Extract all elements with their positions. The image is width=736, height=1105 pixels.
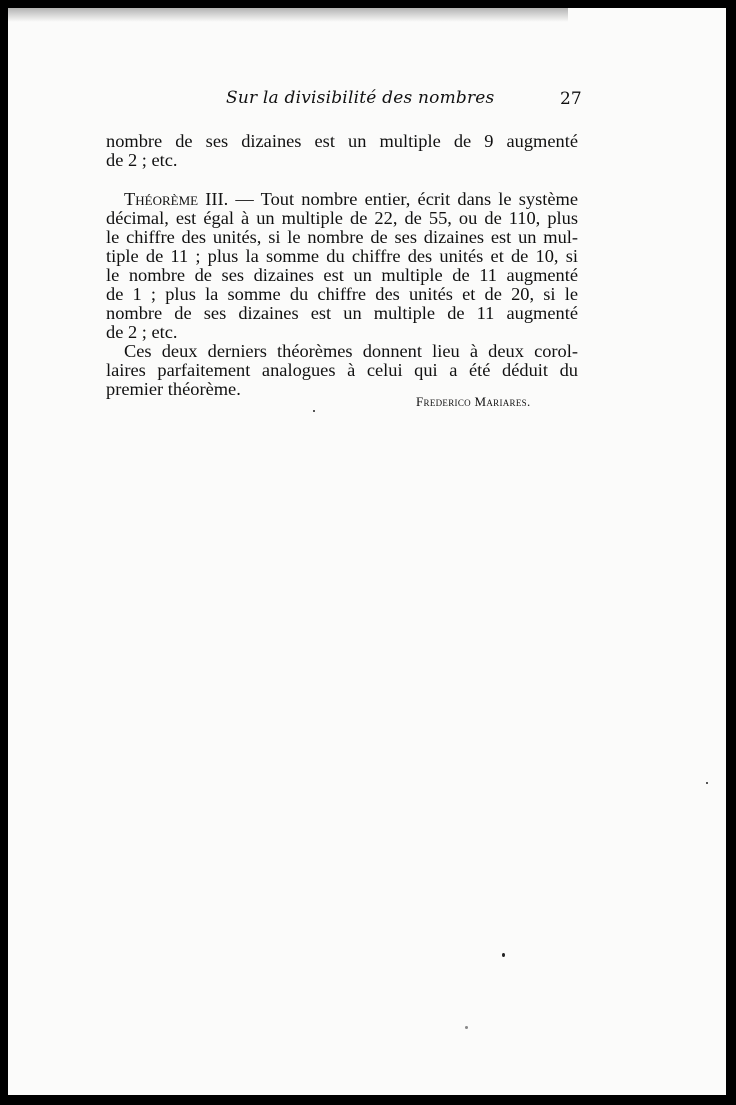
- page: [8, 8, 726, 1095]
- scan-speck: [502, 953, 505, 957]
- running-title: Sur la divisibilité des nombres: [226, 88, 495, 108]
- scan-speck: [313, 410, 315, 412]
- author-signature: Frederico Mariares.: [416, 394, 531, 409]
- text-line: décimal, est égal à un multiple de 22, de 55, ou de 110, plus: [106, 208, 578, 228]
- text-line: premier théorème.: [106, 379, 241, 399]
- scan-speck: [465, 1026, 468, 1029]
- text-line: le nombre de ses dizaines est un multiple de 11 augmenté: [106, 265, 578, 285]
- text-line: laires parfaitement analogues à celui qui a été déduit du: [106, 360, 578, 380]
- paragraph-continuation: [106, 132, 578, 170]
- theorem-label: Théorème: [124, 189, 199, 209]
- text-line: de 2 ; etc.: [106, 322, 178, 342]
- theorem-line-rest: III. — Tout nombre entier, écrit dans le système: [198, 189, 578, 209]
- scan-speck: [706, 782, 708, 784]
- text-line: [106, 190, 578, 209]
- text-line: de 2 ; etc.: [106, 150, 178, 170]
- text-line: de 1 ; plus la somme du chiffre des unités et de 20, si le: [106, 284, 578, 304]
- scan-edge-shadow: [8, 8, 568, 22]
- page-number: 27: [560, 89, 582, 109]
- corollary-paragraph: [106, 342, 578, 399]
- text-line: nombre de ses dizaines est un multiple de 11 augmenté: [106, 303, 578, 323]
- text-line: Ces deux derniers théorèmes donnent lieu à deux corol-: [124, 341, 578, 361]
- text-line: le chiffre des unités, si le nombre de ses dizaines est un mul-: [106, 227, 578, 247]
- theorem-3-paragraph: [106, 190, 578, 342]
- text-line: nombre de ses dizaines est un multiple de 9 augmenté: [106, 131, 578, 151]
- text-line: tiple de 11 ; plus la somme du chiffre des unités et de 10, si: [106, 246, 578, 266]
